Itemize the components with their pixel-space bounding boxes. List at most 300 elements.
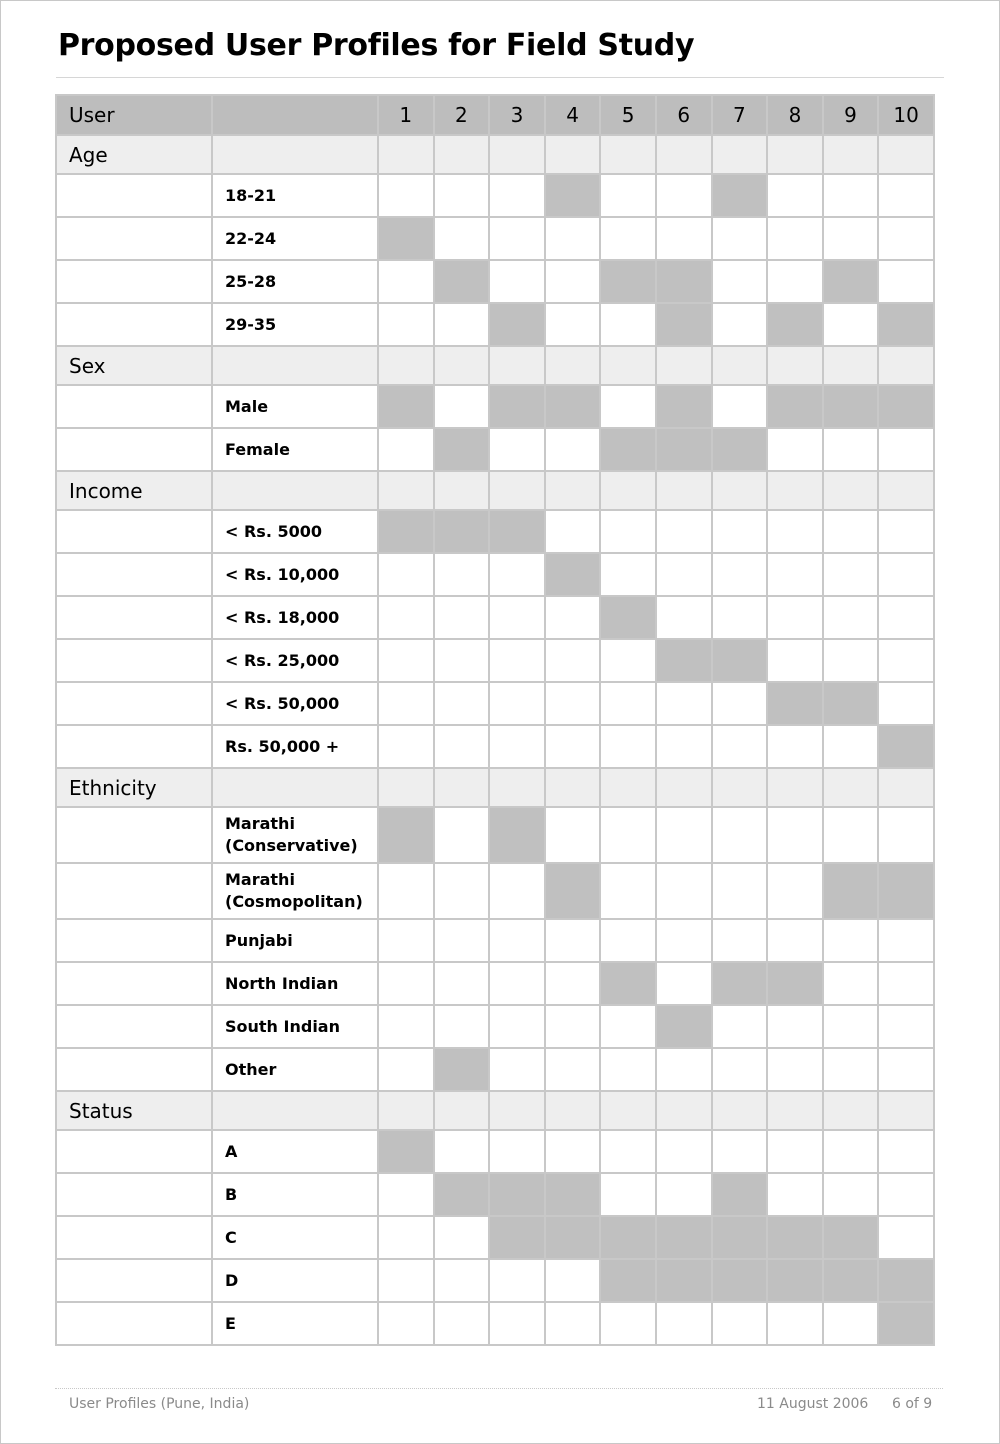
selected-cell [767,962,823,1005]
empty-cell [767,919,823,962]
section-cell [212,768,378,807]
selected-cell [545,385,601,428]
row-label: D [212,1259,378,1302]
empty-cell [712,385,768,428]
section-cell [434,346,490,385]
empty-cell [378,919,434,962]
header-user-3: 3 [489,95,545,135]
empty-cell [878,962,934,1005]
empty-cell [823,807,879,863]
section-cell [656,471,712,510]
empty-cell [712,303,768,346]
empty-cell [434,385,490,428]
selected-cell [823,682,879,725]
table-row [56,428,934,471]
section-cell [600,471,656,510]
selected-cell [378,1130,434,1173]
section-label: Status [56,1091,212,1130]
empty-cell [600,639,656,682]
empty-cell [656,510,712,553]
empty-cell [545,919,601,962]
empty-cell [878,1173,934,1216]
empty-cell [600,1173,656,1216]
empty-cell [767,1173,823,1216]
empty-cell [878,596,934,639]
selected-cell [712,174,768,217]
table-row [56,510,934,553]
empty-cell [378,863,434,919]
empty-cell [767,725,823,768]
row-blank-cell [56,1302,212,1345]
empty-cell [378,260,434,303]
header-user-5: 5 [600,95,656,135]
section-cell [545,1091,601,1130]
section-cell [378,135,434,174]
selected-cell [878,725,934,768]
empty-cell [489,1302,545,1345]
empty-cell [878,1048,934,1091]
empty-cell [378,303,434,346]
row-blank-cell [56,260,212,303]
empty-cell [712,217,768,260]
empty-cell [656,553,712,596]
selected-cell [434,260,490,303]
selected-cell [823,863,879,919]
empty-cell [434,596,490,639]
section-cell [878,471,934,510]
row-label: Marathi (Cosmopolitan) [212,863,378,919]
selected-cell [878,1259,934,1302]
row-label: Female [212,428,378,471]
empty-cell [878,510,934,553]
empty-cell [489,639,545,682]
table-row [56,217,934,260]
selected-cell [767,682,823,725]
empty-cell [378,1216,434,1259]
row-blank-cell [56,217,212,260]
selected-cell [489,303,545,346]
empty-cell [712,553,768,596]
row-label: < Rs. 5000 [212,510,378,553]
empty-cell [434,1216,490,1259]
empty-cell [378,1005,434,1048]
selected-cell [545,1173,601,1216]
section-cell [878,346,934,385]
selected-cell [656,303,712,346]
empty-cell [489,682,545,725]
empty-cell [823,1048,879,1091]
section-cell [712,471,768,510]
empty-cell [434,919,490,962]
selected-cell [878,385,934,428]
table-header-row [56,95,934,135]
section-cell [600,1091,656,1130]
selected-cell [823,1259,879,1302]
empty-cell [823,510,879,553]
empty-cell [823,553,879,596]
empty-cell [545,682,601,725]
section-cell [545,471,601,510]
selected-cell [434,428,490,471]
empty-cell [823,428,879,471]
empty-cell [434,553,490,596]
row-blank-cell [56,725,212,768]
table-row [56,385,934,428]
empty-cell [823,174,879,217]
section-cell [600,768,656,807]
empty-cell [378,1302,434,1345]
row-label: C [212,1216,378,1259]
empty-cell [656,1302,712,1345]
table-row [56,863,934,919]
selected-cell [545,863,601,919]
empty-cell [489,553,545,596]
section-cell [878,135,934,174]
empty-cell [600,303,656,346]
section-cell [489,471,545,510]
empty-cell [378,1048,434,1091]
row-blank-cell [56,428,212,471]
empty-cell [489,919,545,962]
empty-cell [600,807,656,863]
empty-cell [878,1005,934,1048]
table-row [56,1216,934,1259]
selected-cell [489,807,545,863]
empty-cell [489,863,545,919]
selected-cell [489,1216,545,1259]
empty-cell [656,217,712,260]
section-cell [878,1091,934,1130]
empty-cell [489,596,545,639]
row-label: E [212,1302,378,1345]
empty-cell [712,1130,768,1173]
empty-cell [545,260,601,303]
selected-cell [823,1216,879,1259]
empty-cell [434,1005,490,1048]
section-cell [656,346,712,385]
table-row [56,807,934,863]
empty-cell [767,807,823,863]
empty-cell [600,1005,656,1048]
user-profiles-table [55,94,935,1346]
section-cell [489,1091,545,1130]
section-cell [656,135,712,174]
header-user-7: 7 [712,95,768,135]
selected-cell [434,510,490,553]
selected-cell [767,1216,823,1259]
empty-cell [489,1048,545,1091]
empty-cell [434,217,490,260]
section-cell [656,1091,712,1130]
empty-cell [656,807,712,863]
section-cell [434,471,490,510]
empty-cell [378,1173,434,1216]
selected-cell [712,1259,768,1302]
empty-cell [767,510,823,553]
section-row-age [56,135,934,174]
empty-cell [878,919,934,962]
selected-cell [823,260,879,303]
row-blank-cell [56,1259,212,1302]
empty-cell [656,596,712,639]
empty-cell [878,428,934,471]
empty-cell [489,428,545,471]
section-cell [489,768,545,807]
empty-cell [489,962,545,1005]
section-cell [878,768,934,807]
empty-cell [823,217,879,260]
header-user-9: 9 [823,95,879,135]
section-cell [712,135,768,174]
section-cell [656,768,712,807]
title-divider [56,77,944,78]
table-row [56,1005,934,1048]
section-cell [823,471,879,510]
empty-cell [823,303,879,346]
selected-cell [545,553,601,596]
empty-cell [600,1302,656,1345]
empty-cell [545,962,601,1005]
section-cell [712,346,768,385]
empty-cell [767,1048,823,1091]
empty-cell [823,1005,879,1048]
empty-cell [545,1048,601,1091]
empty-cell [823,639,879,682]
empty-cell [767,1302,823,1345]
selected-cell [656,428,712,471]
row-label: 29-35 [212,303,378,346]
selected-cell [767,303,823,346]
empty-cell [600,1048,656,1091]
page-title: Proposed User Profiles for Field Study [58,28,695,63]
section-cell [823,1091,879,1130]
row-label: Marathi (Conservative) [212,807,378,863]
selected-cell [600,962,656,1005]
selected-cell [656,639,712,682]
empty-cell [823,962,879,1005]
empty-cell [434,863,490,919]
table-row [56,1130,934,1173]
empty-cell [489,1259,545,1302]
section-cell [545,135,601,174]
empty-cell [545,596,601,639]
empty-cell [545,1005,601,1048]
header-user-2: 2 [434,95,490,135]
selected-cell [434,1048,490,1091]
row-blank-cell [56,962,212,1005]
section-cell [823,135,879,174]
selected-cell [656,385,712,428]
selected-cell [489,510,545,553]
selected-cell [712,428,768,471]
table-row [56,682,934,725]
selected-cell [489,385,545,428]
row-label: Rs. 50,000 + [212,725,378,768]
selected-cell [767,1259,823,1302]
section-row-status [56,1091,934,1130]
row-blank-cell [56,1130,212,1173]
section-cell [378,1091,434,1130]
selected-cell [545,174,601,217]
empty-cell [878,807,934,863]
section-cell [434,1091,490,1130]
selected-cell [600,260,656,303]
empty-cell [489,217,545,260]
section-cell [712,768,768,807]
header-user-10: 10 [878,95,934,135]
empty-cell [378,962,434,1005]
empty-cell [656,725,712,768]
section-label: Sex [56,346,212,385]
row-label: < Rs. 18,000 [212,596,378,639]
row-label: < Rs. 50,000 [212,682,378,725]
header-user-6: 6 [656,95,712,135]
empty-cell [823,919,879,962]
row-blank-cell [56,1173,212,1216]
empty-cell [767,174,823,217]
row-blank-cell [56,1005,212,1048]
table-row [56,1048,934,1091]
row-label: A [212,1130,378,1173]
empty-cell [823,596,879,639]
empty-cell [656,1173,712,1216]
empty-cell [767,260,823,303]
selected-cell [656,1259,712,1302]
empty-cell [712,807,768,863]
selected-cell [712,639,768,682]
table-row [56,260,934,303]
section-cell [489,135,545,174]
empty-cell [656,863,712,919]
empty-cell [489,174,545,217]
empty-cell [545,217,601,260]
section-cell [767,135,823,174]
selected-cell [878,303,934,346]
empty-cell [878,174,934,217]
empty-cell [823,725,879,768]
empty-cell [656,682,712,725]
empty-cell [378,725,434,768]
empty-cell [656,962,712,1005]
row-label: < Rs. 25,000 [212,639,378,682]
section-cell [600,346,656,385]
table-body [56,95,934,1345]
selected-cell [600,1259,656,1302]
row-blank-cell [56,1048,212,1091]
selected-cell [378,510,434,553]
footer-document-name: User Profiles (Pune, India) [69,1396,250,1412]
row-blank-cell [56,863,212,919]
empty-cell [878,682,934,725]
table-row [56,725,934,768]
row-blank-cell [56,682,212,725]
table-row [56,639,934,682]
row-label: North Indian [212,962,378,1005]
empty-cell [545,639,601,682]
table-row [56,174,934,217]
empty-cell [545,1302,601,1345]
section-cell [212,1091,378,1130]
empty-cell [600,725,656,768]
empty-cell [434,682,490,725]
selected-cell [434,1173,490,1216]
empty-cell [434,1130,490,1173]
footer-date: 11 August 2006 [757,1396,869,1412]
empty-cell [767,428,823,471]
selected-cell [545,1216,601,1259]
empty-cell [545,510,601,553]
header-user-label: User [56,95,212,135]
row-label: Other [212,1048,378,1091]
table-row [56,553,934,596]
selected-cell [656,260,712,303]
header-user-1: 1 [378,95,434,135]
table-row [56,303,934,346]
selected-cell [712,1216,768,1259]
selected-cell [378,217,434,260]
section-cell [767,346,823,385]
empty-cell [656,174,712,217]
empty-cell [378,428,434,471]
empty-cell [545,807,601,863]
selected-cell [712,962,768,1005]
empty-cell [378,682,434,725]
empty-cell [767,596,823,639]
table-row [56,596,934,639]
row-label: 18-21 [212,174,378,217]
empty-cell [489,1130,545,1173]
empty-cell [600,1130,656,1173]
section-label: Income [56,471,212,510]
row-blank-cell [56,807,212,863]
empty-cell [600,385,656,428]
row-blank-cell [56,510,212,553]
empty-cell [545,428,601,471]
row-blank-cell [56,385,212,428]
selected-cell [656,1216,712,1259]
empty-cell [378,1259,434,1302]
section-cell [545,346,601,385]
section-label: Age [56,135,212,174]
empty-cell [767,553,823,596]
empty-cell [600,863,656,919]
empty-cell [434,303,490,346]
empty-cell [712,1005,768,1048]
empty-cell [545,303,601,346]
section-cell [545,768,601,807]
empty-cell [378,639,434,682]
empty-cell [434,1259,490,1302]
empty-cell [600,682,656,725]
empty-cell [434,174,490,217]
selected-cell [878,863,934,919]
empty-cell [878,1216,934,1259]
empty-cell [878,1130,934,1173]
empty-cell [712,596,768,639]
section-cell [489,346,545,385]
empty-cell [712,1302,768,1345]
row-label: Punjabi [212,919,378,962]
selected-cell [489,1173,545,1216]
empty-cell [878,260,934,303]
table-row [56,1302,934,1345]
row-label: South Indian [212,1005,378,1048]
footer-divider [55,1388,943,1389]
section-cell [212,346,378,385]
empty-cell [712,510,768,553]
empty-cell [545,1130,601,1173]
empty-cell [600,510,656,553]
